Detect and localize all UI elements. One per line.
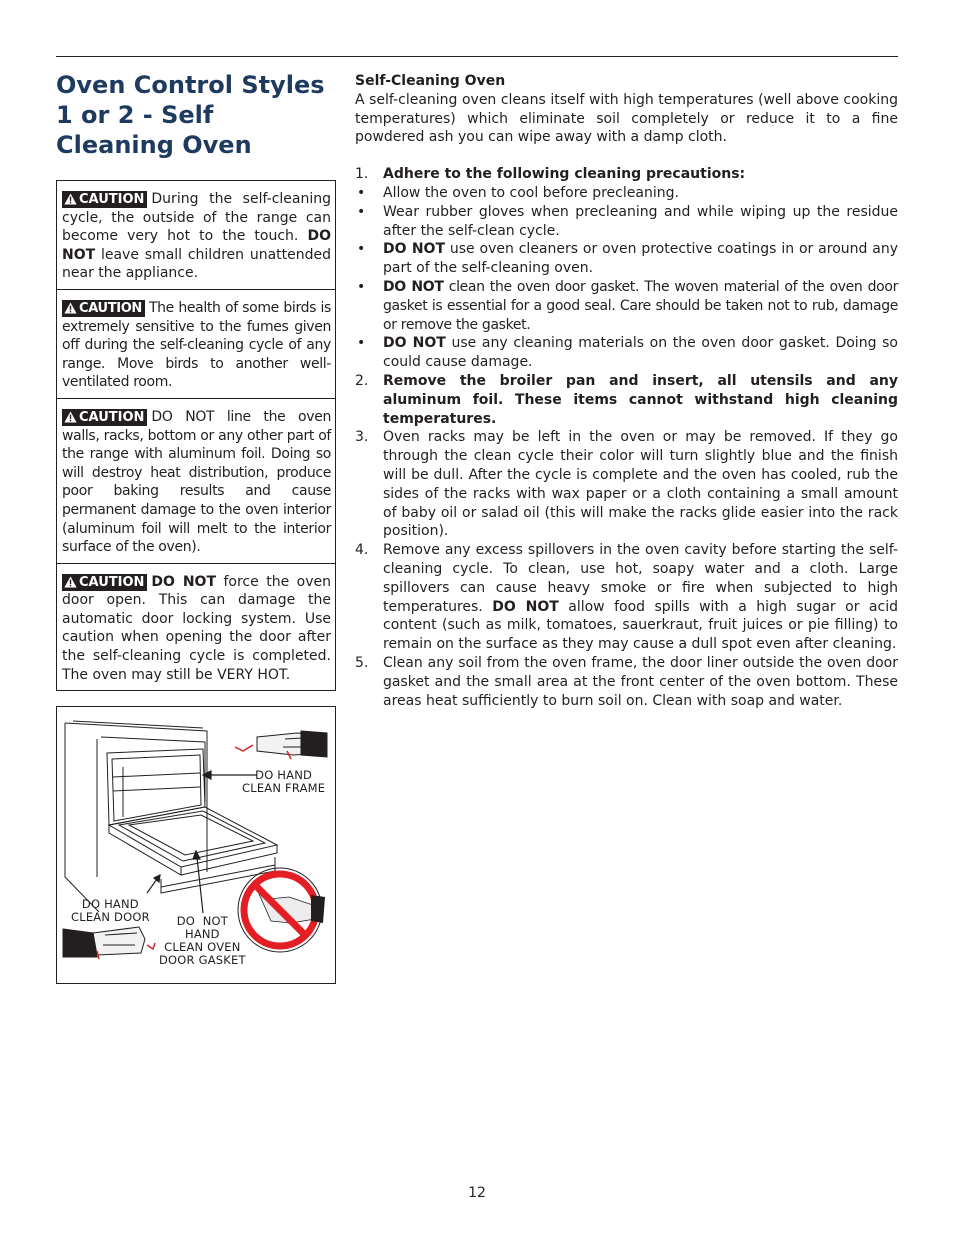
step-text: Oven racks may be left in the oven or may be removed. If they go through the clean cycle their color will turn slightly blue and the finish will be dull. After the cycle is complete and the oven has cooled, rub the sides of the racks with wax paper or a cloth containing a small amount of baby oil or salad oil (this will make the racks glide easier into the rack position). [383, 429, 898, 540]
caution-stack [56, 180, 336, 691]
bullet-marker: • [357, 335, 366, 352]
caution-box-door-lock [56, 564, 336, 692]
caution-badge: CAUTION [62, 300, 145, 317]
caution-badge: CAUTION [62, 409, 147, 426]
caution-box-birds [56, 290, 336, 399]
section-intro: A self-cleaning oven cleans itself with high temperatures (well above cooking temperatures) which eliminate soil completely or reduce it to a fine powdered ash you can wipe away with a damp cloth. [355, 91, 898, 146]
step-4 [355, 541, 898, 654]
bullet-marker: • [357, 278, 365, 295]
step-2 [355, 372, 898, 428]
precaution-bullet [355, 203, 898, 241]
caution-text: The health of some birds is extremely sensitive to the fumes given off during the self-cleaning cycle of any range. Move birds to another well-ventilated room. [62, 299, 331, 391]
bullet-text: clean the oven door gasket. The woven material of the oven door gasket is essential for a good seal. Care should be taken not to rub, damage or remove the gasket. [383, 278, 898, 333]
bullet-emphasis: DO NOT [383, 241, 445, 258]
caution-emphasis: DO NOT [62, 228, 331, 263]
caution-box-aluminum-foil [56, 399, 336, 564]
warning-triangle-icon [64, 302, 77, 314]
bullet-text: use oven cleaners or oven protective coatings in or around any part of the self-cleaning oven. [383, 241, 898, 277]
step-emphasis: DO NOT [492, 598, 559, 615]
top-rule [56, 56, 898, 57]
bullet-emphasis: DO NOT [383, 278, 444, 295]
caution-text-after: leave small children unattended near the appliance. [62, 246, 331, 282]
caution-emphasis: DO NOT [151, 573, 216, 590]
caution-box-hot-exterior [56, 180, 336, 290]
bullet-text: use any cleaning materials on the oven door gasket. Doing so could cause damage. [383, 335, 898, 371]
precaution-bullet [355, 278, 898, 334]
label-do-not-hand-clean-gasket: DO NOT HAND CLEAN OVEN DOOR GASKET [159, 914, 246, 967]
bullet-emphasis: DO NOT [383, 335, 446, 352]
oven-cleaning-illustration [56, 706, 336, 984]
precaution-bullet [355, 334, 898, 372]
precaution-bullet [355, 240, 898, 278]
page-number: 12 [468, 1185, 486, 1201]
step-text-after: allow food spills with a high sugar or acid content (such as milk, tomatoes, sauerkraut, fruit juices or pie filling) to remain on the surface as they may cause a dull spot even after cleaning. [383, 598, 898, 653]
bullet-text: Allow the oven to cool before precleaning. [383, 184, 679, 201]
caution-text: DO NOT line the oven walls, racks, bottom or any other part of the range with aluminum foil. Doing so will destroy heat distribution, produce poor baking results and cause permanent damage to the oven interior (aluminum foil will melt to the interior surface of the oven). [62, 408, 331, 556]
caution-badge: CAUTION [62, 574, 147, 591]
step-text: Remove any excess spillovers in the oven cavity before starting the self-cleaning cycle. To clean, use hot, soapy water and a cloth. Large spillovers can cause heavy smoke or fire when subjected to high temperatures. [383, 542, 898, 615]
glove-cloth-bottom [63, 927, 155, 959]
step-number: 1. [355, 166, 369, 183]
warning-triangle-icon [64, 576, 77, 588]
label-do-hand-clean-frame: DO HAND CLEAN FRAME [242, 768, 326, 795]
precaution-bullet [355, 184, 898, 203]
step-number: 2. [355, 372, 369, 389]
step-1 [355, 165, 898, 184]
warning-triangle-icon [64, 411, 77, 423]
warning-triangle-icon [64, 193, 77, 205]
caution-text-after: force the oven door open. This can damage the automatic door locking system. Use caution when opening the door after the self-cleaning cycle is completed. The oven may still be VERY HOT. [62, 573, 331, 683]
caution-text: During the self-cleaning cycle, the outside of the range can become very hot to the touch. [62, 191, 331, 245]
step-number: 4. [355, 542, 369, 559]
step-number: 3. [355, 429, 369, 446]
no-symbol-icon [238, 868, 325, 952]
page-title: Oven Control Styles 1 or 2 - Self Cleaning Oven [56, 71, 325, 159]
self-cleaning-section [355, 72, 898, 710]
bullet-marker: • [357, 241, 366, 258]
step-3 [355, 428, 898, 541]
cleaning-steps [355, 165, 898, 710]
step-text: Clean any soil from the oven frame, the door liner outside the oven door gasket and the small area at the front center of the oven bottom. These areas heat sufficiently to burn soil on. Clean with soap and water. [383, 654, 898, 709]
bullet-text: Wear rubber gloves when precleaning and while wiping up the residue after the self-clean cycle. [383, 203, 898, 239]
label-do-hand-clean-door: DO HAND CLEAN DOOR [71, 897, 150, 924]
section-heading: Self-Cleaning Oven [355, 73, 506, 89]
step-text-bold: Remove the broiler pan and insert, all utensils and any aluminum foil. These items cannot withstand high cleaning temperatures. [383, 372, 898, 427]
caution-badge: CAUTION [62, 191, 147, 208]
bullet-marker: • [357, 184, 366, 201]
step-5 [355, 654, 898, 710]
step-number: 5. [355, 654, 369, 671]
glove-cloth-top [235, 731, 327, 759]
bullet-marker: • [357, 203, 366, 220]
step-text-bold: Adhere to the following cleaning precautions: [383, 166, 746, 183]
